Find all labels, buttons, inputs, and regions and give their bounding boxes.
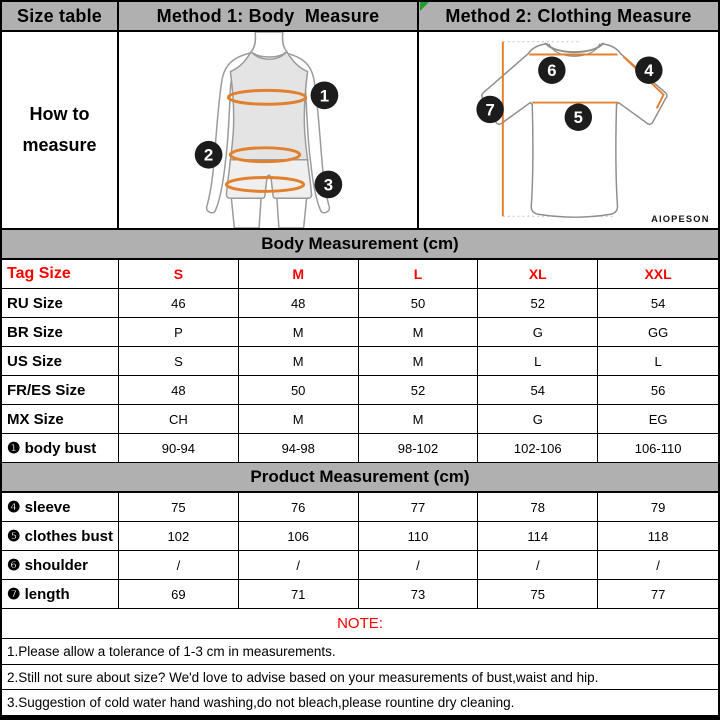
note-item: 3.Suggestion of cold water hand washing,do not bleach,please rountine dry cleaning. bbox=[7, 695, 515, 711]
cell-value: 110 bbox=[359, 522, 479, 551]
note-item: 1.Please allow a tolerance of 1-3 cm in measurements. bbox=[2, 639, 718, 665]
cell-value: M bbox=[359, 347, 479, 376]
badge-7 bbox=[476, 96, 503, 123]
note-title: NOTE: bbox=[2, 609, 718, 639]
cell-value: 102 bbox=[119, 522, 239, 551]
how-to-line2: measure bbox=[22, 135, 97, 155]
cell-value: XXL bbox=[598, 260, 718, 289]
how-to-line1: How to bbox=[29, 103, 90, 124]
svg-text:7: 7 bbox=[485, 100, 495, 120]
cell-value: 56 bbox=[598, 376, 718, 405]
cell-value: 77 bbox=[598, 580, 718, 609]
cell-value: 106 bbox=[239, 522, 359, 551]
cell-value: / bbox=[119, 551, 239, 580]
body-measure-illustration bbox=[119, 32, 419, 230]
cell-value: GG bbox=[598, 318, 718, 347]
row-label: ❹ sleeve bbox=[2, 493, 119, 522]
row-label: BR Size bbox=[2, 318, 119, 347]
badge-4 bbox=[635, 57, 662, 84]
table-row bbox=[2, 289, 718, 318]
cell-value: 78 bbox=[478, 493, 598, 522]
cell-value: M bbox=[359, 405, 479, 434]
header-method2-label: Method 2: Clothing Measure bbox=[445, 5, 692, 26]
brand-text: AIOPESON bbox=[651, 214, 710, 225]
cell-value: EG bbox=[598, 405, 718, 434]
note-list bbox=[2, 639, 718, 715]
table-row bbox=[2, 405, 718, 434]
badge-1 bbox=[311, 81, 339, 109]
cell-value: 71 bbox=[239, 580, 359, 609]
cell-value: 114 bbox=[478, 522, 598, 551]
cell-value: 48 bbox=[119, 376, 239, 405]
cell-value: 48 bbox=[239, 289, 359, 318]
illustration-row bbox=[2, 32, 718, 230]
cell-value: S bbox=[119, 260, 239, 289]
note-item: 2.Still not sure about size? We'd love to advise based on your measurements of bust,waist and hip. bbox=[2, 665, 718, 691]
header-method2 bbox=[419, 2, 718, 32]
row-label: ❼ length bbox=[2, 580, 119, 609]
product-measurement-table bbox=[2, 493, 718, 609]
cell-value: XL bbox=[478, 260, 598, 289]
green-corner-marker bbox=[420, 2, 429, 11]
table-row bbox=[2, 347, 718, 376]
cell-value: 52 bbox=[359, 376, 479, 405]
header-method1: Method 1: Body Measure bbox=[119, 2, 419, 32]
table-row bbox=[2, 580, 718, 609]
body-measurement-title: Body Measurement (cm) bbox=[2, 230, 718, 260]
cell-value: M bbox=[239, 260, 359, 289]
cell-value: 77 bbox=[359, 493, 479, 522]
svg-text:6: 6 bbox=[547, 61, 557, 81]
cell-value: / bbox=[598, 551, 718, 580]
body-measurement-table bbox=[2, 260, 718, 463]
cell-value: / bbox=[478, 551, 598, 580]
svg-text:1: 1 bbox=[319, 86, 330, 106]
cell-value: 98-102 bbox=[359, 434, 479, 463]
table-row bbox=[2, 376, 718, 405]
cell-value: M bbox=[359, 318, 479, 347]
table-row bbox=[2, 551, 718, 580]
cell-value: 118 bbox=[598, 522, 718, 551]
cell-value: S bbox=[119, 347, 239, 376]
row-label: ❶ body bust bbox=[2, 434, 119, 463]
cell-value: 50 bbox=[239, 376, 359, 405]
badge-2 bbox=[195, 141, 223, 169]
row-label: US Size bbox=[2, 347, 119, 376]
cell-value: CH bbox=[119, 405, 239, 434]
cell-value: 73 bbox=[359, 580, 479, 609]
product-measurement-title: Product Measurement (cm) bbox=[2, 463, 718, 493]
table-row bbox=[2, 434, 718, 463]
tshirt-drawing bbox=[419, 32, 718, 228]
cell-value: 76 bbox=[239, 493, 359, 522]
cell-value: M bbox=[239, 347, 359, 376]
row-label: FR/ES Size bbox=[2, 376, 119, 405]
cell-value: 75 bbox=[119, 493, 239, 522]
body-left-leg bbox=[231, 198, 261, 228]
cell-value: L bbox=[478, 347, 598, 376]
row-label: RU Size bbox=[2, 289, 119, 318]
size-header-row bbox=[2, 260, 718, 289]
cell-value: 69 bbox=[119, 580, 239, 609]
cell-value: / bbox=[359, 551, 479, 580]
badge-3 bbox=[315, 171, 343, 199]
how-to-measure-cell bbox=[2, 32, 119, 230]
svg-text:3: 3 bbox=[323, 175, 334, 195]
cell-value: L bbox=[359, 260, 479, 289]
clothing-measure-illustration bbox=[419, 32, 718, 230]
cell-value: / bbox=[239, 551, 359, 580]
cell-value: 79 bbox=[598, 493, 718, 522]
svg-text:5: 5 bbox=[573, 108, 583, 128]
cell-value: 90-94 bbox=[119, 434, 239, 463]
cell-value: L bbox=[598, 347, 718, 376]
cell-value: G bbox=[478, 318, 598, 347]
cell-value: 94-98 bbox=[239, 434, 359, 463]
table-row bbox=[2, 522, 718, 551]
body-tank-top bbox=[230, 52, 307, 160]
cell-value: 54 bbox=[598, 289, 718, 318]
table-row bbox=[2, 493, 718, 522]
table-row bbox=[2, 318, 718, 347]
cell-value: 50 bbox=[359, 289, 479, 318]
badge-5 bbox=[565, 104, 592, 131]
svg-text:2: 2 bbox=[203, 145, 214, 165]
row-label: ❺ clothes bust bbox=[2, 522, 119, 551]
cell-value: 52 bbox=[478, 289, 598, 318]
body-neck bbox=[251, 32, 287, 57]
body-right-leg bbox=[277, 198, 307, 228]
row-label: Tag Size bbox=[2, 260, 119, 289]
cell-value: 46 bbox=[119, 289, 239, 318]
row-label: MX Size bbox=[2, 405, 119, 434]
cell-value: 75 bbox=[478, 580, 598, 609]
cell-value: G bbox=[478, 405, 598, 434]
svg-text:4: 4 bbox=[644, 61, 654, 81]
cell-value: M bbox=[239, 405, 359, 434]
cell-value: P bbox=[119, 318, 239, 347]
cell-value: M bbox=[239, 318, 359, 347]
badge-6 bbox=[538, 57, 565, 84]
row-label: ❻ shoulder bbox=[2, 551, 119, 580]
cell-value: 102-106 bbox=[478, 434, 598, 463]
cell-value: 106-110 bbox=[598, 434, 718, 463]
top-header-row bbox=[2, 2, 718, 32]
cell-value: 54 bbox=[478, 376, 598, 405]
body-figure-drawing bbox=[119, 32, 417, 228]
header-size-table: Size table bbox=[2, 2, 119, 32]
